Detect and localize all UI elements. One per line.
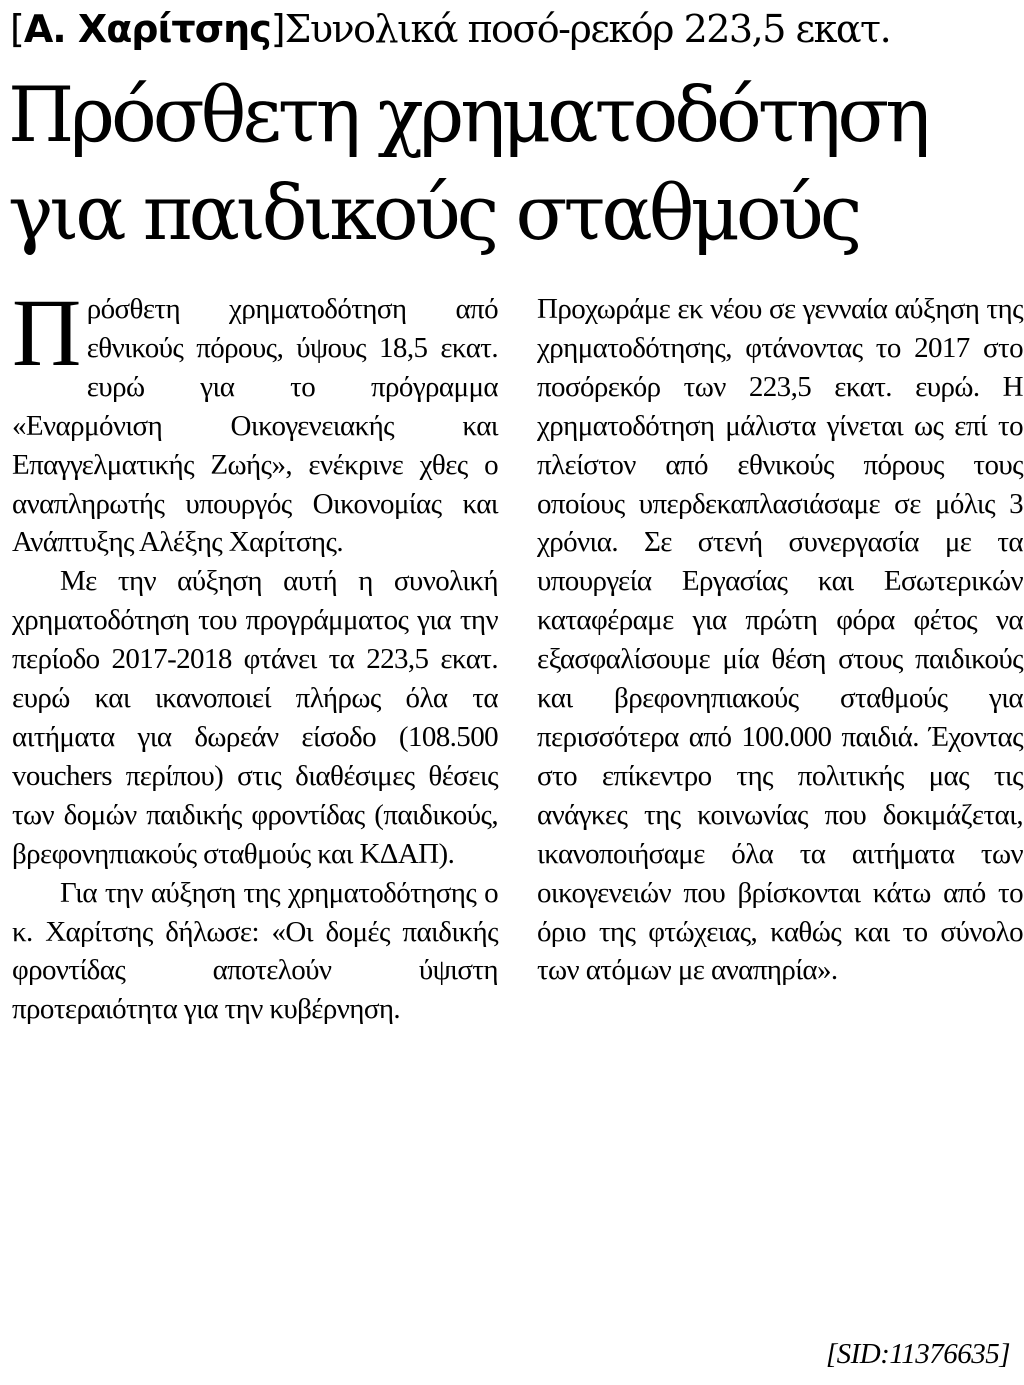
article-paragraph-1-text: ρόσθετη χρηματοδότηση από εθνικούς πόρους, ύψους 18,5 εκατ. ευρώ για το πρόγραμμα «Εναρμόνιση Οικογενειακής και Επαγγελματικής Ζωής», ενέκρινε χθες ο αναπληρωτής υπουργός Οικονομίας και Ανάπτυξης Αλέξης Χαρίτσης.: [12, 293, 498, 559]
headline-line-1: Πρόσθετη χρηματοδότηση: [8, 70, 927, 159]
headline: [8, 66, 1018, 262]
headline-line-2: για παιδικούς σταθμούς: [8, 168, 859, 257]
byline: [10, 7, 285, 51]
kicker-text: Συνολικά ποσό-ρεκόρ 223,5 εκατ.: [284, 7, 891, 51]
kicker: [10, 6, 1014, 52]
byline-name: Α. Χαρίτσης: [23, 7, 271, 51]
sid-reference: [SID:11376635]: [825, 1338, 1010, 1370]
article-paragraph-2: Με την αύξηση αυτή η συνολική χρηματοδότηση του προγράμματος για την περίοδο 2017-2018 φτάνει τα 223,5 εκατ. ευρώ και ικανοποιεί πλήρως όλα τα αιτήματα για δωρεάν είσοδο (108.500 vouchers περίπου) στις διαθέσιμες θέσεις των δομών παιδικής φροντίδας (παιδικούς, βρεφονηπιακούς σταθμούς και ΚΔΑΠ).: [12, 565, 498, 870]
dropcap: Π: [12, 279, 81, 386]
byline-close-bracket: ]: [270, 7, 285, 51]
article-paragraph-4: Προχωράμε εκ νέου σε γενναία αύξηση της χρηματοδότησης, φτάνοντας το 2017 στο ποσόρεκόρ των 223,5 εκατ. ευρώ. Η χρηματοδότηση μάλιστα γίνεται ως επί το πλείστον από εθνικούς πόρους τους οποίους υπερδεκαπλασιάσαμε σε μόλις 3 χρόνια. Σε στενή συνεργασία με τα υπουργεία Εργασίας και Εσωτερικών καταφέραμε για πρώτη φόρα φέτος να εξασφαλίσουμε μία θέση στους παιδικούς και βρεφονηπιακούς σταθμούς για περισσότερα από 100.000 παιδιά. Έχοντας στο επίκεντρο της πολιτικής μας τις ανάγκες της κοινωνίας που δοκιμάζεται, ικανοποιήσαμε όλα τα αιτήματα των οικογενειών που βρίσκονται κάτω από το όριο της φτώχειας, καθώς και το σύνολο των ατόμων με αναπηρία».: [537, 293, 1023, 987]
article-paragraph-3: Για την αύξηση της χρηματοδότησης ο κ. Χαρίτσης δήλωσε: «Οι δομές παιδικής φροντίδας αποτελούν ύψιστη προτεραιότητα για την κυβέρνηση.: [12, 876, 498, 1026]
article-column-left: [12, 279, 498, 1029]
article-paragraph-1: [12, 279, 498, 562]
byline-open-bracket: [: [10, 7, 24, 51]
article-column-right: [537, 290, 1023, 990]
